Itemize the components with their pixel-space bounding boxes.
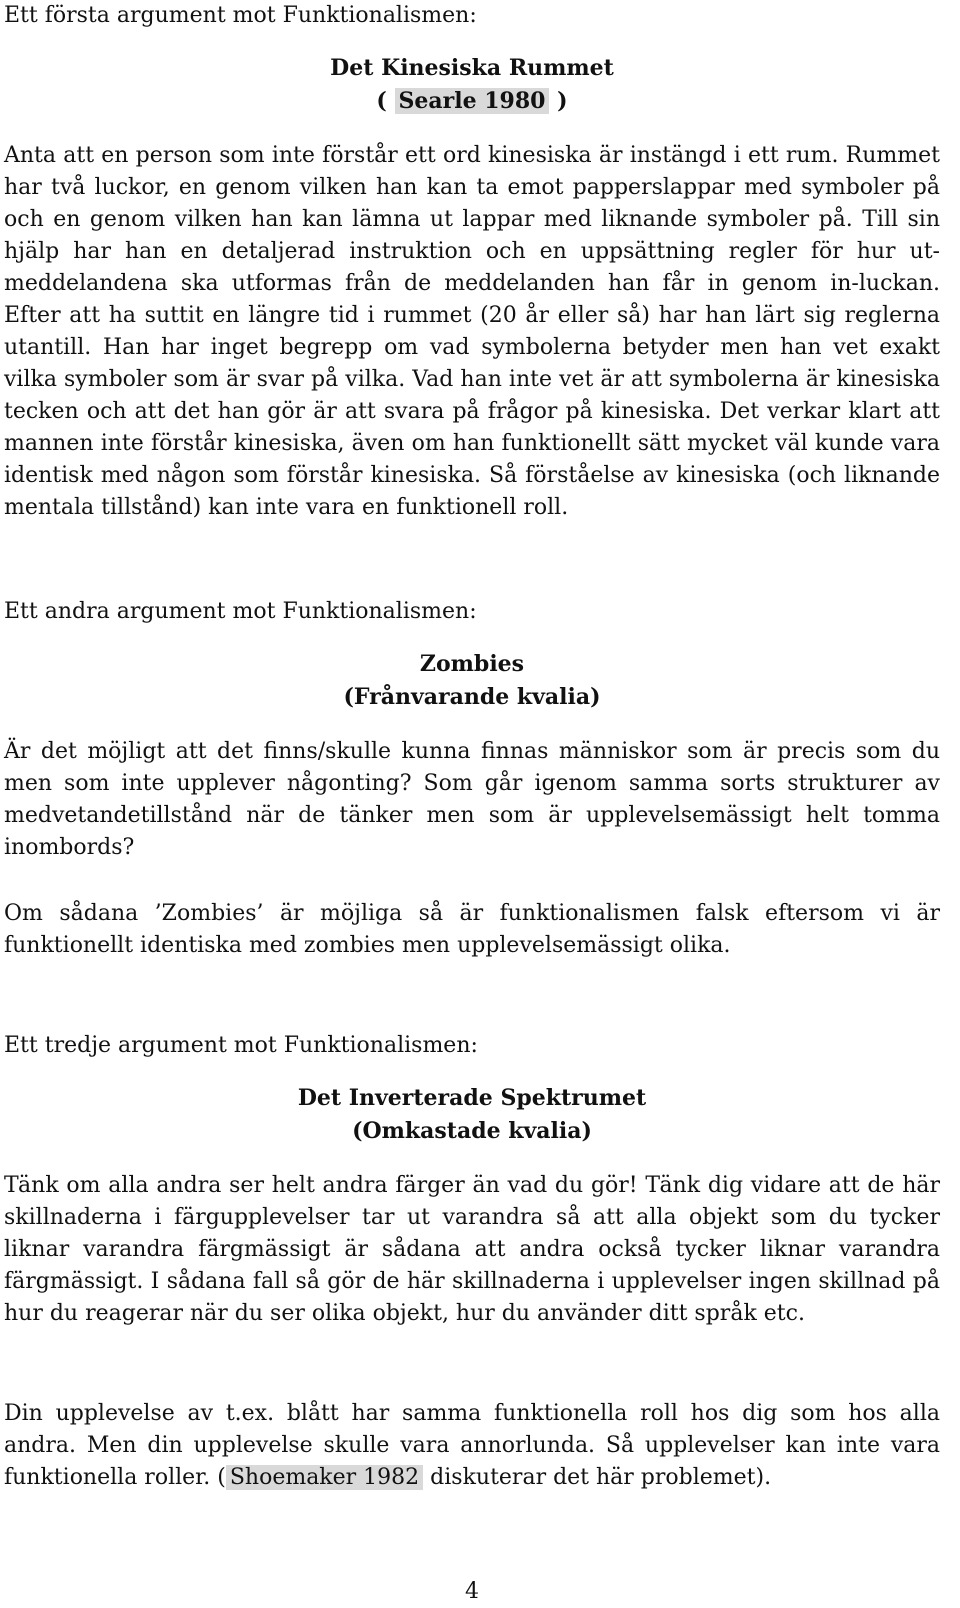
paragraph-text-before-citation: Din upplevelse av t.ex. blått har samma funktionella roll hos dig som hos alla andra. Men din upplevelse skulle vara annorlunda. Så upplevelser kan inte vara funktionella roller. ( — [4, 1401, 940, 1490]
section-3-paragraph-1: Tänk om alla andra ser helt andra färger än vad du gör! Tänk dig vidare att de här skillnaderna i färgupplevelser tar ut varandra så att alla objekt som du tycker liknar varandra färgmässigt är sådana att andra också tycker liknar varandra färgmässigt. I sådana fall så gör de här skillnaderna i upplevelser ingen skillnad på hur du reagerar när du ser olika objekt, hur du använder ditt språk etc. — [4, 1173, 940, 1326]
citation-link-shoemaker[interactable]: Shoemaker 1982 — [226, 1465, 423, 1490]
section-3-subtitle: (Omkastade kvalia) — [352, 1118, 592, 1144]
section-1-subtitle — [4, 85, 940, 118]
section-1-intro: Ett första argument mot Funktionalismen: — [4, 3, 477, 28]
section-3-paragraph-2 — [4, 1398, 940, 1494]
subtitle-close-paren: ) — [549, 88, 568, 114]
section-2-title: Zombies — [419, 651, 525, 677]
section-2-paragraph-2: Om sådana ’Zombies’ är möjliga så är funktionalismen falsk eftersom vi är funktionellt identiska med zombies men upplevelsemässigt olika. — [4, 901, 940, 958]
page-number: 4 — [465, 1579, 479, 1604]
subtitle-open-paren: ( — [376, 88, 395, 114]
section-2-intro: Ett andra argument mot Funktionalismen: — [4, 599, 477, 624]
document-page — [4, 0, 940, 1604]
section-1-paragraph: Anta att en person som inte förstår ett ord kinesiska är instängd i ett rum. Rummet har två luckor, en genom vilken han kan ta emot papperslappar med symboler på och en genom vilken han kan lämna ut lappar med liknande symboler på. Till sin hjälp har han en detaljerad instruktion och en uppsättning regler för hur ut-meddelandena ska utformas från de meddelanden han får in genom in-luckan. Efter att ha suttit en längre tid i rummet (20 år eller så) har han lärt sig reglerna utantill. Han har inget begrepp om vad symbolerna betyder men han vet exakt vilka symboler som är svar på vilka. Vad han inte vet är att symbolerna är kinesiska tecken och att det han gör är att svara på frågor på kinesiska. Det verkar klart att mannen inte förstår kinesiska, även om han funktionellt sätt mycket väl kunde vara identisk med någon som förstår kinesiska. Så förståelse av kinesiska (och liknande mentala tillstånd) kan inte vara en funktionell roll. — [4, 143, 940, 520]
paragraph-text-after-citation: diskuterar det här problemet). — [423, 1465, 772, 1490]
section-2-subtitle: (Frånvarande kvalia) — [343, 684, 601, 710]
citation-link-searle[interactable]: Searle 1980 — [395, 88, 550, 114]
section-3-intro: Ett tredje argument mot Funktionalismen: — [4, 1033, 478, 1058]
section-3-title: Det Inverterade Spektrumet — [297, 1085, 647, 1111]
section-1-title: Det Kinesiska Rummet — [330, 55, 614, 81]
section-2-paragraph-1: Är det möjligt att det finns/skulle kunna finnas människor som är precis som du men som inte upplever någonting? Som går igenom samma sorts strukturer av medvetandetillstånd när de tänker men som är upplevelsemässigt helt tomma inombords? — [4, 739, 940, 860]
